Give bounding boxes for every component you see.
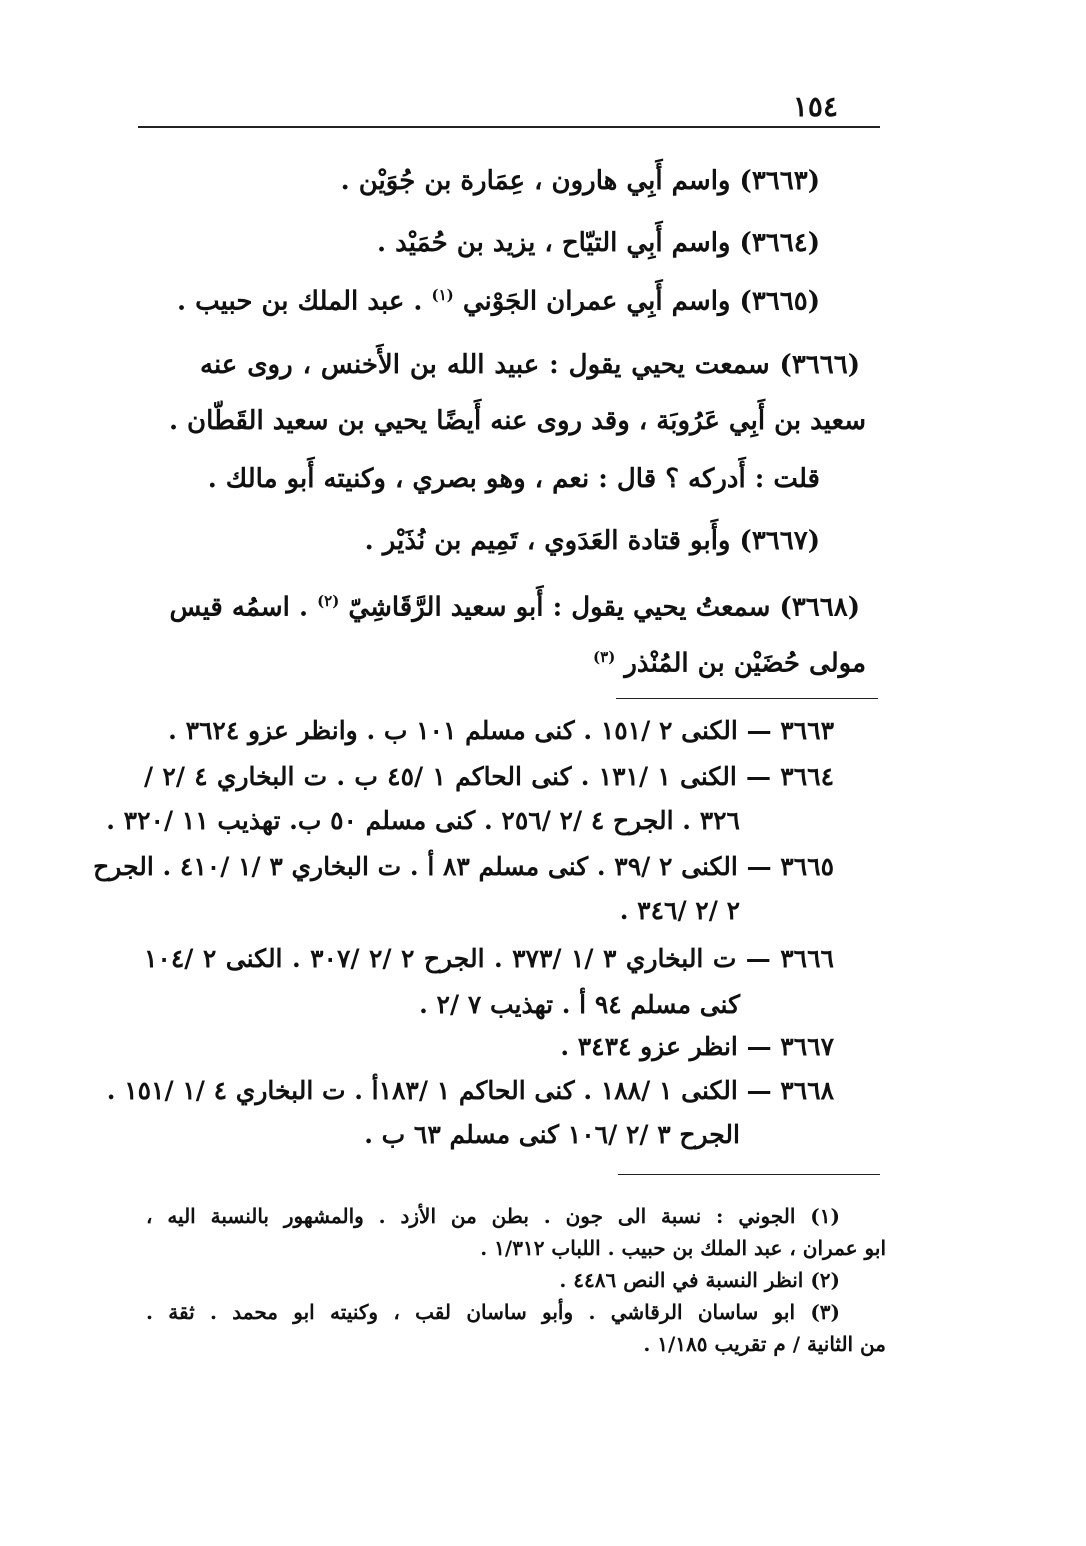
references-rule [616, 698, 878, 699]
entry-3663: (٣٦٦٣) واسم أَبِي هارون ، عِمَارة بن جُوَيْن . [340, 166, 820, 196]
page-number: ١٥٤ [792, 90, 838, 123]
footnote-1-line-2: ابو عمران ، عبد الملك بن حبيب . اللباب ١/٣١٢ . [480, 1236, 886, 1260]
footnote-3-line-1: (٣) ابو ساسان الرقاشي . وأبو ساسان لقب ، وكنيته ابو محمد . ثقة . [146, 1300, 840, 1324]
entry-3665-value: . عبد الملك بن حبيب . [177, 286, 423, 317]
entry-3665-name: (٣٦٦٥) واسم أَبِي عمران الجَوْني [462, 286, 820, 317]
footnote-3-line-2: من الثانية / م تقريب ١/١٨٥ . [643, 1332, 886, 1356]
entry-3668-name: . اسمُه قيس [169, 592, 308, 623]
reference-3668-line-2: الجرح ٣ /٢ /١٠٦ كنى مسلم ٦٣ ب . [364, 1120, 740, 1149]
reference-3663: ٣٦٦٣ — الكنى ٢ /١٥١ . كنى مسلم ١٠١ ب . وانظر عزو ٣٦٢٤ . [168, 716, 834, 745]
entry-3666-question: قلت : أَدركه ؟ قال : نعم ، وهو بصري ، وكنيته أَبو مالك . [207, 464, 820, 494]
footnote-marker-1: (١) [431, 286, 454, 304]
reference-3665-line-2: ٢ /٢ /٣٤٦ . [619, 896, 740, 925]
reference-3666-line-1: ٣٦٦٦ — ت البخاري ٣ /١ /٣٧٣ . الجرح ٢ /٢ /٣٠٧ . الكنى ٢ /١٠٤ [144, 944, 834, 973]
footnote-1-line-1: (١) الجوني : نسبة الى جون . بطن من الأزد . والمشهور بالنسبة اليه ، [146, 1204, 840, 1228]
reference-3668-line-1: ٣٦٦٨ — الكنى ١ /١٨٨ . كنى الحاكم ١ /١٨٣أ . ت البخاري ٤ /١ /١٥١ . [106, 1076, 834, 1105]
entry-3668-line-1 [169, 592, 860, 623]
entry-3668-patron: مولى حُضَيْن بن المُنْذر [624, 648, 866, 679]
footnote-marker-2: (٢) [317, 592, 340, 610]
reference-3667: ٣٦٦٧ — انظر عزو ٣٤٣٤ . [560, 1032, 834, 1061]
entry-3668-line-2 [593, 648, 866, 679]
reference-3666-line-2: كنى مسلم ٩٤ أ . تهذيب ٧ /٢ . [419, 990, 740, 1019]
header-rule [138, 126, 880, 128]
reference-3665-line-1: ٣٦٦٥ — الكنى ٢ /٣٩ . كنى مسلم ٨٣ أ . ت البخاري ٣ /١ /٤١٠ . الجرح [93, 852, 834, 881]
entry-3664: (٣٦٦٤) واسم أَبِي التيّاح ، يزيد بن حُمَيْد . [377, 228, 820, 258]
entry-3666-line-2: سعيد بن أَبِي عَرُوبَة ، وقد روى عنه أَيضًا يحيي بن سعيد القَطّان . [168, 406, 866, 436]
reference-3664-line-1: ٣٦٦٤ — الكنى ١ /١٣١ . كنى الحاكم ١ /٤٥ ب . ت البخاري ٤ /٢ / [144, 762, 834, 791]
entry-3665 [177, 286, 820, 317]
footnote-2: (٢) انظر النسبة في النص ٤٤٨٦ . [559, 1268, 840, 1292]
entry-3668-text: (٣٦٦٨) سمعتُ يحيي يقول : أَبو سعيد الرَّقَاشِيّ [348, 592, 860, 623]
entry-3666-line-1: (٣٦٦٦) سمعت يحيي يقول : عبيد الله بن الأَخنس ، روى عنه [200, 350, 860, 380]
entry-3667: (٣٦٦٧) وأَبو قتادة العَدَوي ، تَمِيم بن نُذَيْر . [364, 526, 820, 556]
footnote-marker-3: (٣) [593, 648, 616, 666]
footnotes-rule [618, 1174, 880, 1175]
reference-3664-line-2: ٣٢٦ . الجرح ٤ /٢ /٢٥٦ . كنى مسلم ٥٠ ب. تهذيب ١١ /٣٢٠ . [106, 806, 740, 835]
